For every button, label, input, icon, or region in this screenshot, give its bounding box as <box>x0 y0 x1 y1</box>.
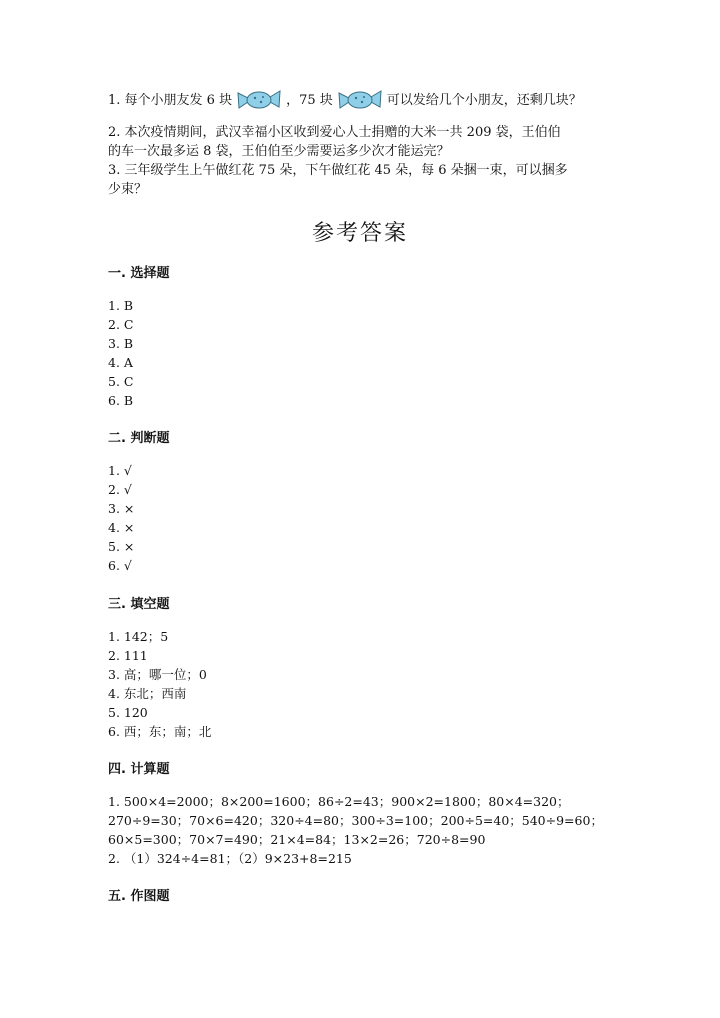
answer-item: 4. 东北；西南 <box>108 686 187 701</box>
answer-item: 1. B <box>108 298 134 313</box>
question-1-part1: 1. 每个小朋友发 6 块 <box>108 92 233 108</box>
answer-item: 60×5=300；70×7=490；21×4=84；13×2=26；720÷8=90 <box>108 832 486 847</box>
section-heading-drawing: 五. 作图题 <box>108 889 170 904</box>
candy-icon <box>236 87 282 113</box>
answer-item: 5. × <box>108 539 135 554</box>
section-heading-fill-blank: 三. 填空题 <box>108 597 170 612</box>
answer-item: 2. （1）324÷4=81；（2）9×23+8=215 <box>108 851 352 866</box>
answer-item: 4. A <box>108 355 133 370</box>
answer-item: 6. B <box>108 393 134 408</box>
question-1-part2: ，75 块 <box>286 92 333 108</box>
answer-item: 6. √ <box>108 558 132 573</box>
question-2-line1: 2. 本次疫情期间，武汉幸福小区收到爱心人士捐赠的大米一共 209 袋，王伯伯 <box>108 125 561 140</box>
candy-icon <box>337 87 383 113</box>
answer-item: 4. × <box>108 520 135 535</box>
section-heading-calculation: 四. 计算题 <box>108 762 170 777</box>
answer-item: 1. 142；5 <box>108 629 169 644</box>
answer-item: 2. 111 <box>108 648 148 663</box>
question-2-line2: 的车一次最多运 8 袋，王伯伯至少需要运多少次才能运完？ <box>108 144 450 159</box>
answer-item: 2. √ <box>108 482 132 497</box>
question-3-line1: 3. 三年级学生上午做红花 75 朵，下午做红花 45 朵，每 6 朵捆一束，可以捆多 <box>108 163 568 178</box>
answer-item: 6. 西；东；南；北 <box>108 724 212 739</box>
section-heading-choice: 一. 选择题 <box>108 266 170 281</box>
answer-item: 5. C <box>108 374 134 389</box>
section-heading-judgement: 二. 判断题 <box>108 431 170 446</box>
answer-item: 270÷9=30；70×6=420；320÷4=80；300÷3=100；200÷5=40；540÷9=60； <box>108 813 603 828</box>
question-3-line2: 少束？ <box>108 182 148 197</box>
answer-item: 3. × <box>108 501 135 516</box>
question-1-part3: 可以发给几个小朋友，还剩几块？ <box>386 92 582 108</box>
answer-item: 3. B <box>108 336 134 351</box>
answer-item: 1. 500×4=2000；8×200=1600；86÷2=43；900×2=1800；80×4=320； <box>108 794 570 809</box>
answer-item: 3. 高；哪一位；0 <box>108 667 207 682</box>
question-1 <box>108 87 582 113</box>
answer-item: 2. C <box>108 317 134 332</box>
answer-title: 参考答案 <box>311 221 408 246</box>
answer-item: 1. √ <box>108 463 132 478</box>
answer-item: 5. 120 <box>108 705 148 720</box>
